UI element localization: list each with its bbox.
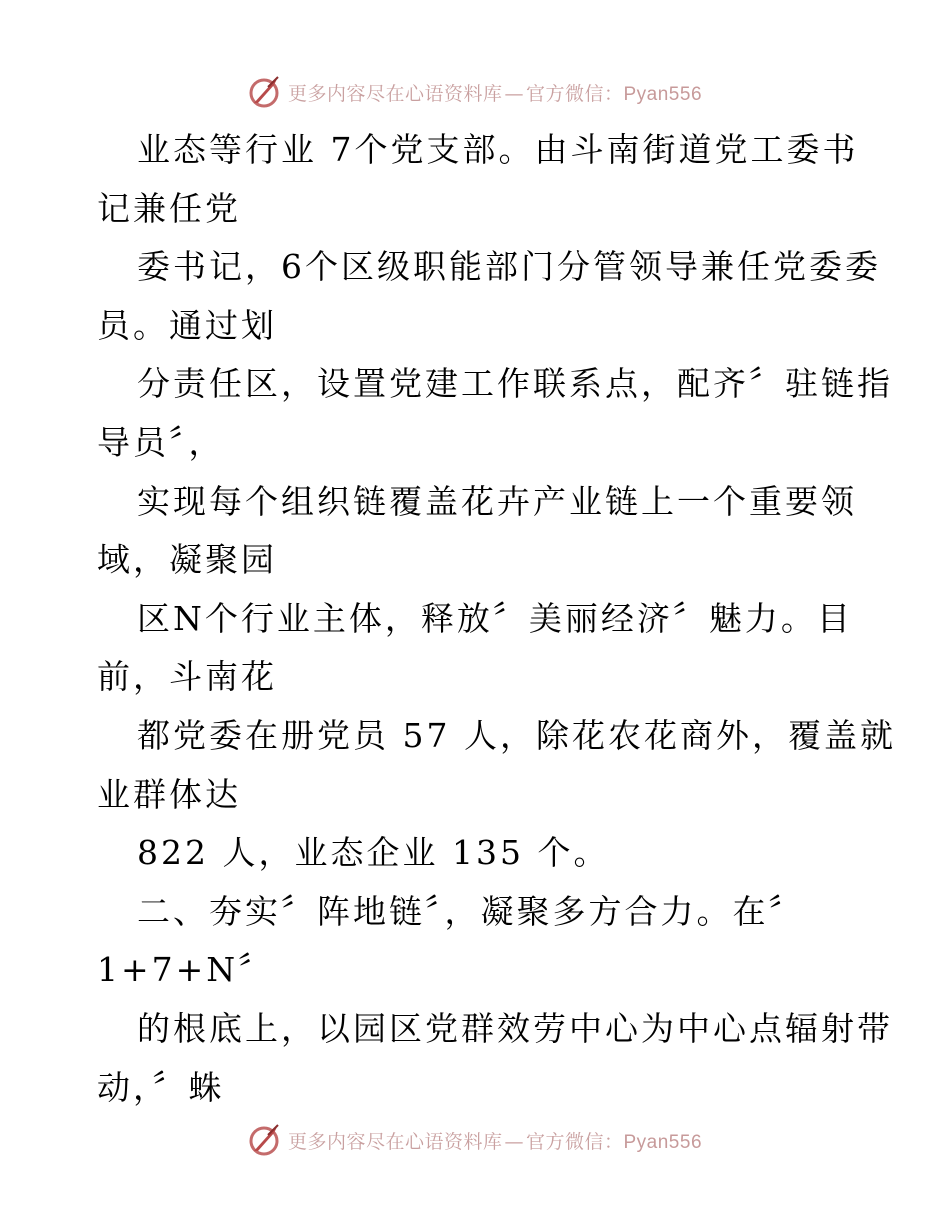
- text-line: 的根底上，以园区党群效劳中心为中心点辐射带: [137, 1008, 893, 1048]
- text-line: 区N个行业主体，释放〞美丽经济〞魅力。目: [137, 598, 853, 638]
- watermark-wechat-id: Pyan556: [623, 83, 703, 105]
- text-line: 分责任区，设置党建工作联系点，配齐〞驻链指: [137, 364, 893, 404]
- watermark-site-text: 更多内容尽在心语资料库: [287, 1130, 503, 1153]
- text-line: 1+7+N〞: [97, 950, 275, 990]
- text-line: 动，〞蛛: [97, 1067, 225, 1107]
- header-watermark: [0, 72, 950, 112]
- quill-logo-icon: [248, 1123, 282, 1157]
- text-line: 都党委在册党员 57 人，除花农花商外，覆盖就: [137, 715, 896, 755]
- text-line: 822 人，业态企业 135 个。: [137, 833, 610, 873]
- watermark-wechat-label: 官方微信：: [525, 1130, 624, 1153]
- text-line: 业群体达: [97, 774, 241, 814]
- watermark-dash: —: [504, 82, 524, 105]
- text-line: 前，斗南花: [97, 657, 277, 697]
- text-line: 员。通过划: [97, 305, 277, 345]
- text-line: 记兼任党: [97, 188, 241, 228]
- watermark-wechat-id: Pyan556: [623, 1131, 703, 1153]
- text-line: 导员〞，: [97, 422, 225, 462]
- footer-watermark: [0, 1120, 950, 1160]
- quill-logo-icon: [248, 75, 282, 109]
- watermark-wechat-label: 官方微信：: [525, 82, 624, 105]
- watermark-dash: —: [504, 1130, 524, 1153]
- text-line: 域，凝聚园: [97, 540, 277, 580]
- watermark-site-text: 更多内容尽在心语资料库: [287, 82, 503, 105]
- document-body: [97, 121, 917, 1117]
- text-line: 委书记，6个区级职能部门分管领导兼任党委委: [137, 247, 881, 287]
- watermark-text: [288, 1127, 702, 1154]
- watermark-text: [288, 79, 702, 106]
- text-line: 业态等行业 7个党支部。由斗南街道党工委书: [137, 130, 859, 169]
- text-line: 实现每个组织链覆盖花卉产业链上一个重要领: [137, 481, 857, 521]
- text-line: 二、夯实〞阵地链〞，凝聚多方合力。在〞: [137, 891, 805, 931]
